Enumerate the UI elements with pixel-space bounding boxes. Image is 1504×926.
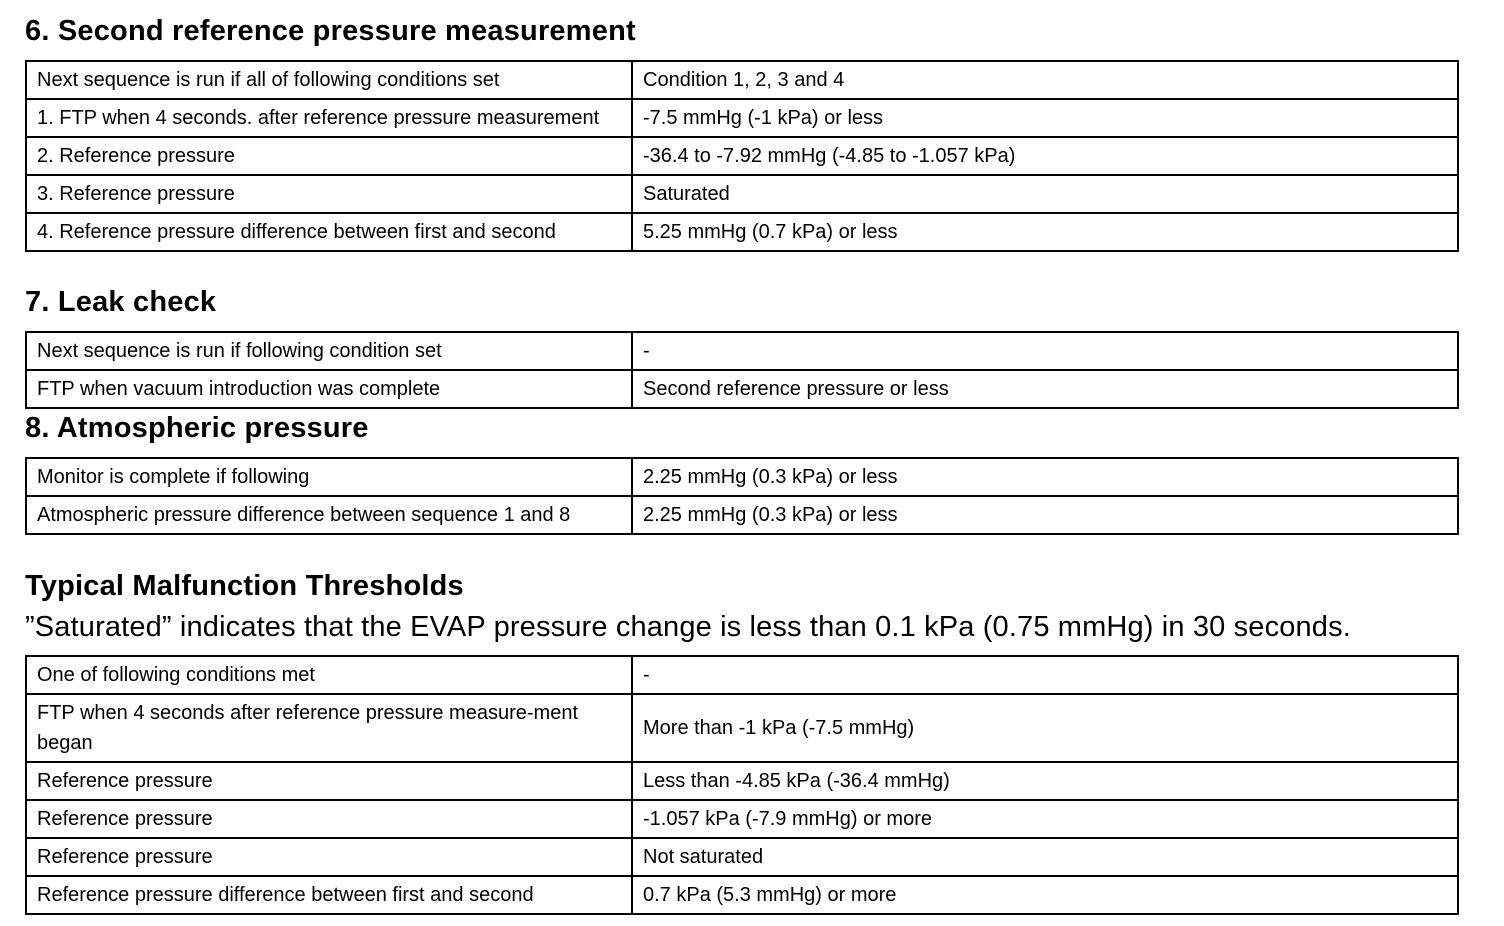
table-row — [26, 496, 1458, 534]
condition-value: 2.25 mmHg (0.3 kPa) or less — [632, 458, 1458, 496]
condition-label: Atmospheric pressure difference between sequence 1 and 8 — [26, 496, 632, 534]
condition-label: 1. FTP when 4 seconds. after reference pressure measurement — [26, 99, 632, 137]
saturated-definition-note: ”Saturated” indicates that the EVAP pressure change is less than 0.1 kPa (0.75 mmHg) in 30 seconds. — [25, 611, 1351, 643]
condition-value: 2.25 mmHg (0.3 kPa) or less — [632, 496, 1458, 534]
table-row — [26, 99, 1458, 137]
condition-value: 0.7 kPa (5.3 mmHg) or more — [632, 876, 1458, 914]
table-row — [26, 694, 1458, 762]
table-row — [26, 370, 1458, 408]
condition-label: Next sequence is run if following condition set — [26, 332, 632, 370]
condition-value: More than -1 kPa (-7.5 mmHg) — [632, 694, 1458, 762]
condition-value: - — [632, 656, 1458, 694]
table-row — [26, 332, 1458, 370]
condition-value: -1.057 kPa (-7.9 mmHg) or more — [632, 800, 1458, 838]
malfunction-thresholds-table — [25, 655, 1459, 915]
condition-value: Condition 1, 2, 3 and 4 — [632, 61, 1458, 99]
condition-value: Less than -4.85 kPa (-36.4 mmHg) — [632, 762, 1458, 800]
table-row — [26, 458, 1458, 496]
condition-label: Reference pressure — [26, 838, 632, 876]
condition-value: Saturated — [632, 175, 1458, 213]
condition-label: Reference pressure difference between first and second — [26, 876, 632, 914]
table-row — [26, 838, 1458, 876]
condition-label: FTP when 4 seconds after reference pressure measure-ment began — [26, 694, 632, 762]
table-row — [26, 175, 1458, 213]
section-title-second-reference-pressure: 6. Second reference pressure measurement — [25, 15, 636, 47]
second-reference-pressure-table — [25, 60, 1459, 252]
condition-value: Not saturated — [632, 838, 1458, 876]
condition-label: One of following conditions met — [26, 656, 632, 694]
table-row — [26, 137, 1458, 175]
condition-label: 4. Reference pressure difference between first and second — [26, 213, 632, 251]
condition-label: 3. Reference pressure — [26, 175, 632, 213]
condition-value: Second reference pressure or less — [632, 370, 1458, 408]
condition-value: -7.5 mmHg (-1 kPa) or less — [632, 99, 1458, 137]
section-title-malfunction-thresholds: Typical Malfunction Thresholds — [25, 570, 464, 602]
condition-value: 5.25 mmHg (0.7 kPa) or less — [632, 213, 1458, 251]
table-row — [26, 800, 1458, 838]
condition-label: Next sequence is run if all of following conditions set — [26, 61, 632, 99]
condition-value: - — [632, 332, 1458, 370]
leak-check-table — [25, 331, 1459, 409]
condition-label: Monitor is complete if following — [26, 458, 632, 496]
table-row — [26, 762, 1458, 800]
condition-label: 2. Reference pressure — [26, 137, 632, 175]
atmospheric-pressure-table — [25, 457, 1459, 535]
condition-label: FTP when vacuum introduction was complete — [26, 370, 632, 408]
condition-label: Reference pressure — [26, 762, 632, 800]
table-row — [26, 656, 1458, 694]
table-row — [26, 61, 1458, 99]
section-title-atmospheric-pressure: 8. Atmospheric pressure — [25, 412, 369, 444]
condition-value: -36.4 to -7.92 mmHg (-4.85 to -1.057 kPa) — [632, 137, 1458, 175]
table-row — [26, 213, 1458, 251]
section-title-leak-check: 7. Leak check — [25, 286, 217, 318]
condition-label: Reference pressure — [26, 800, 632, 838]
table-row — [26, 876, 1458, 914]
